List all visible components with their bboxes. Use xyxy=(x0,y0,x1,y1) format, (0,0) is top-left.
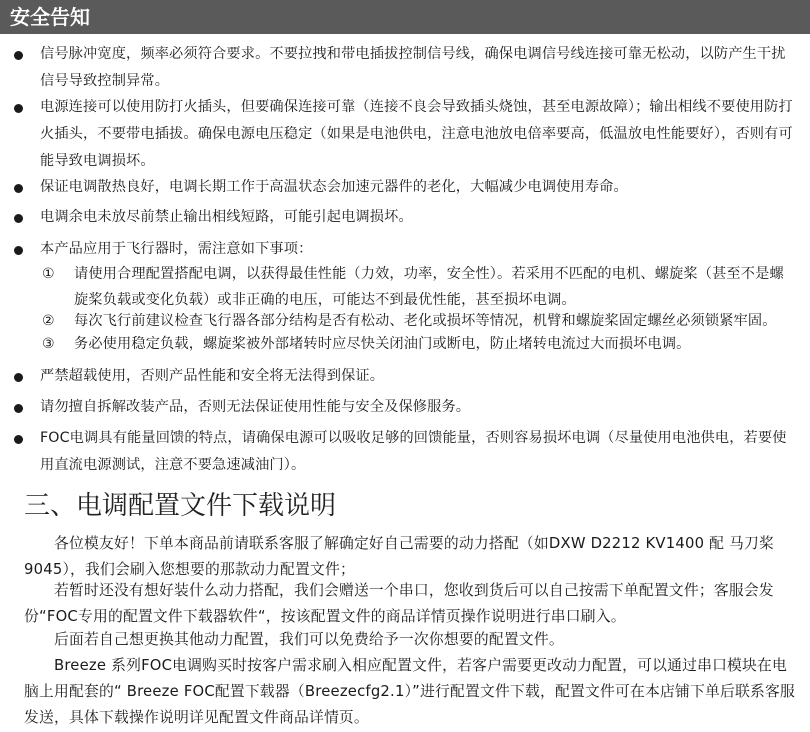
sub-item-number: ③ xyxy=(42,336,55,352)
sub-item-text: 请使用合理配置搭配电调，以获得最佳性能（力效，功率，安全性）。若采用不匹配的电机、螺旋桨（甚至不是螺旋桨负载或变化负载）或非正确的电压，可能达不到最优性能，甚至损坏电调。 xyxy=(74,266,784,308)
bullet-dot-icon xyxy=(14,246,23,255)
bullet-text: 保证电调散热良好，电调长期工作于高温状态会加速元器件的老化，大幅减少电调使用寿命。 xyxy=(40,179,628,195)
paragraph: 各位模友好！下单本商品前请联系客服了解确定好自己需要的动力搭配（如DXW D2212 KV1400 配 马刀桨9045），我们会刷入您想要的那款动力配置文件； xyxy=(24,535,774,578)
sub-item-number: ① xyxy=(42,266,55,282)
sub-item-text: 务必使用稳定负载，螺旋桨被外部堵转时应尽快关闭油门或断电，防止堵转电流过大而损坏电调。 xyxy=(74,336,691,352)
section-heading: 三、电调配置文件下载说明 xyxy=(24,491,337,521)
bullet-text: 信号脉冲宽度，频率必须符合要求。不要拉拽和带电插拔控制信号线，确保电调信号线连接可靠无松动，以防产生干扰信号导致控制异常。 xyxy=(40,46,786,89)
bullet-dot-icon xyxy=(14,373,23,382)
bullet-text: 电源连接可以使用防打火插头，但要确保连接可靠（连接不良会导致插头烧蚀，甚至电源故障）；输出相线不要使用防打火插头，不要带电插拔。确保电源电压稳定（如果是电池供电，注意电池放电倍率要高，低温放电性能要好），否则有可能导致电调损坏。 xyxy=(40,99,793,169)
sub-item-number: ② xyxy=(42,313,55,329)
paragraph: 后面若自己想更换其他动力配置，我们可以免费给予一次你想要的配置文件。 xyxy=(54,631,564,648)
safety-notice-title: 安全告知 xyxy=(10,5,90,29)
bullet-text: 严禁超载使用，否则产品性能和安全将无法得到保证。 xyxy=(40,368,385,384)
safety-notice-banner xyxy=(0,0,810,34)
bullet-dot-icon xyxy=(14,404,23,413)
paragraph: Breeze 系列FOC电调购买时按客户需求刷入相应配置文件，若客户需要更改动力配置，可以通过串口模块在电脑上用配套的“ Breeze FOC配置下载器（Breezecfg2.1）”进行配置文件下载，配置文件可在本店铺下单后联系客服发送，具体下载操作说明详见配置文件商品详情页。 xyxy=(24,657,795,726)
sub-item-text: 每次飞行前建议检查飞行器各部分结构是否有松动、老化或损坏等情况，机臂和螺旋桨固定螺丝必须锁紧牢固。 xyxy=(74,313,777,329)
bullet-dot-icon xyxy=(14,214,23,223)
bullet-dot-icon xyxy=(14,104,23,113)
paragraph: 若暂时还没有想好装什么动力搭配，我们会赠送一个串口，您收到货后可以自己按需下单配置文件；客服会发份“FOC专用的配置文件下载器软件“，按该配置文件的商品详情页操作说明进行串口刷入。 xyxy=(24,582,774,625)
bullet-text: 电调余电未放尽前禁止输出相线短路，可能引起电调损坏。 xyxy=(40,209,413,225)
bullet-text: 本产品应用于飞行器时，需注意如下事项： xyxy=(40,241,313,257)
bullet-dot-icon xyxy=(14,184,23,193)
bullet-text: FOC电调具有能量回馈的特点，请确保电源可以吸收足够的回馈能量，否则容易损坏电调（尽量使用电池供电，若要使用直流电源测试，注意不要急速减油门）。 xyxy=(40,430,787,473)
bullet-text: 请勿擅自拆解改装产品，否则无法保证使用性能与安全及保修服务。 xyxy=(40,399,471,415)
bullet-dot-icon xyxy=(14,51,23,60)
bullet-dot-icon xyxy=(14,435,23,444)
